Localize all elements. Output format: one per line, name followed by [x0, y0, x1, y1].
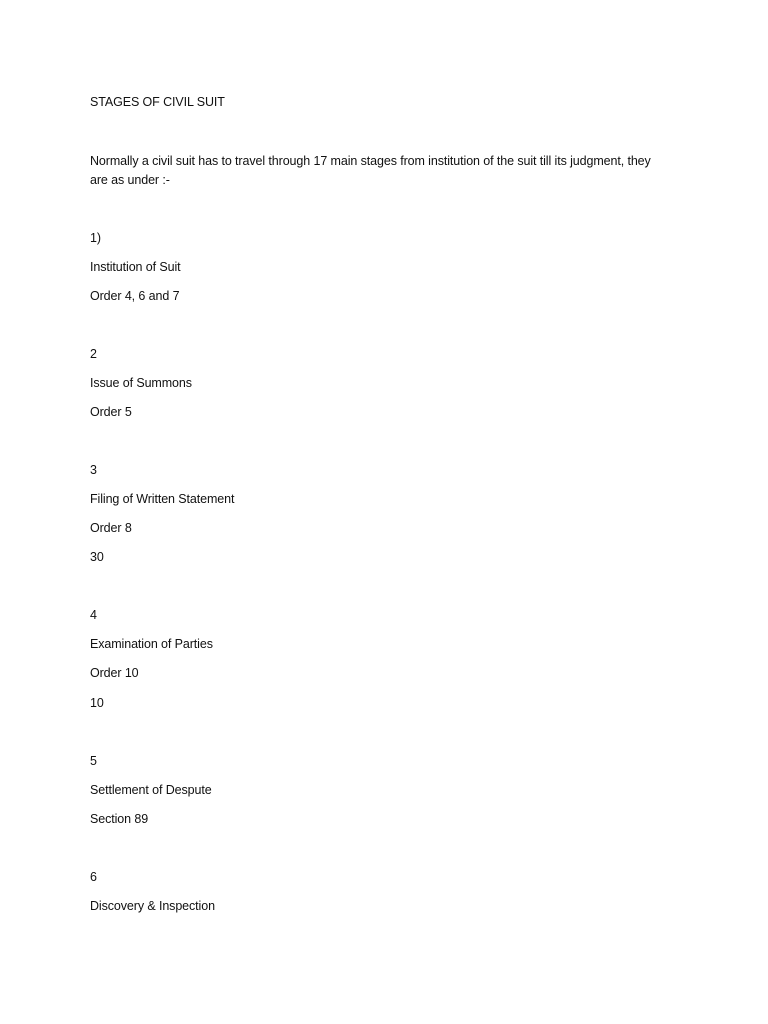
stage-4-name: Examination of Parties — [90, 637, 213, 651]
stage-1-name: Institution of Suit — [90, 260, 181, 274]
stage-5-number: 5 — [90, 754, 97, 768]
stage-1-provision: Order 4, 6 and 7 — [90, 289, 180, 303]
stage-4-extra: 10 — [90, 696, 104, 710]
stage-2-name: Issue of Summons — [90, 376, 192, 390]
stage-3-provision: Order 8 — [90, 521, 132, 535]
stage-4-number: 4 — [90, 608, 97, 622]
stage-2-number: 2 — [90, 347, 97, 361]
stage-3-extra: 30 — [90, 550, 104, 564]
stage-3-name: Filing of Written Statement — [90, 492, 235, 506]
stage-2-provision: Order 5 — [90, 405, 132, 419]
intro-paragraph: Normally a civil suit has to travel through 17 main stages from institution of the suit till its judgment, they are as under :- — [90, 154, 651, 187]
stage-5-provision: Section 89 — [90, 812, 149, 826]
stage-5-name: Settlement of Despute — [90, 783, 212, 797]
stage-1-number: 1) — [90, 231, 101, 245]
stage-6-number: 6 — [90, 870, 97, 884]
stage-3-number: 3 — [90, 463, 97, 477]
stage-6-name: Discovery & Inspection — [90, 899, 215, 913]
stage-4-provision: Order 10 — [90, 666, 139, 680]
document-title: STAGES OF CIVIL SUIT — [90, 95, 225, 109]
